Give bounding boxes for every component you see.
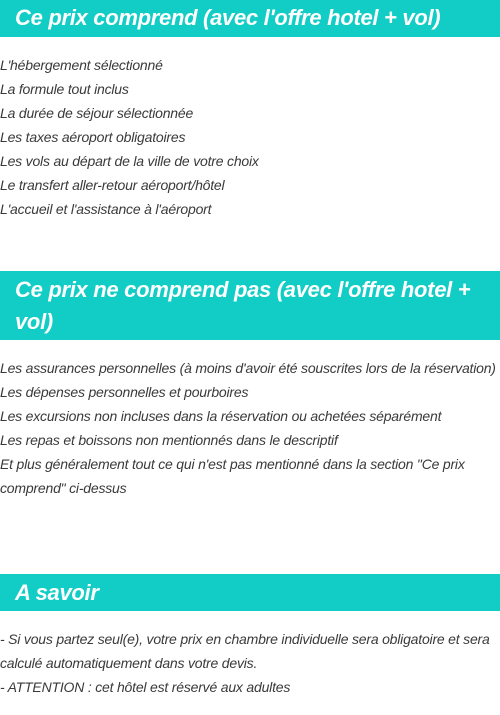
list-item: Les assurances personnelles (à moins d'avoir été souscrites lors de la réservation) [0, 360, 496, 376]
list-item: La formule tout inclus [0, 81, 129, 97]
list-item: Les vols au départ de la ville de votre choix [0, 153, 259, 169]
list-item: La durée de séjour sélectionnée [0, 105, 194, 121]
list-item: Et plus généralement tout ce qui n'est pas mentionné dans la section "Ce prix comprend" ci-dessus [0, 456, 465, 496]
section-title-good-to-know: A savoir [0, 574, 500, 611]
list-item: Les repas et boissons non mentionnés dans le descriptif [0, 432, 338, 448]
list-item: - Si vous partez seul(e), votre prix en chambre individuelle sera obligatoire et sera calculé automatiquement dans votre devis. [0, 631, 490, 671]
list-item: Les dépenses personnelles et pourboires [0, 384, 249, 400]
section-title-not-included: Ce prix ne comprend pas (avec l'offre hotel + vol) [0, 271, 500, 340]
list-item: L'hébergement sélectionné [0, 57, 163, 73]
list-item: Le transfert aller-retour aéroport/hôtel [0, 177, 225, 193]
list-item: L'accueil et l'assistance à l'aéroport [0, 201, 212, 217]
good-to-know-list [0, 627, 500, 699]
list-item: - ATTENTION : cet hôtel est réservé aux adultes [0, 679, 291, 695]
section-title-included: Ce prix comprend (avec l'offre hotel + vol) [0, 0, 500, 37]
list-item: Les excursions non incluses dans la réservation ou achetées séparément [0, 408, 442, 424]
list-item: Les taxes aéroport obligatoires [0, 129, 186, 145]
not-included-list [0, 356, 500, 500]
included-list [0, 53, 500, 221]
